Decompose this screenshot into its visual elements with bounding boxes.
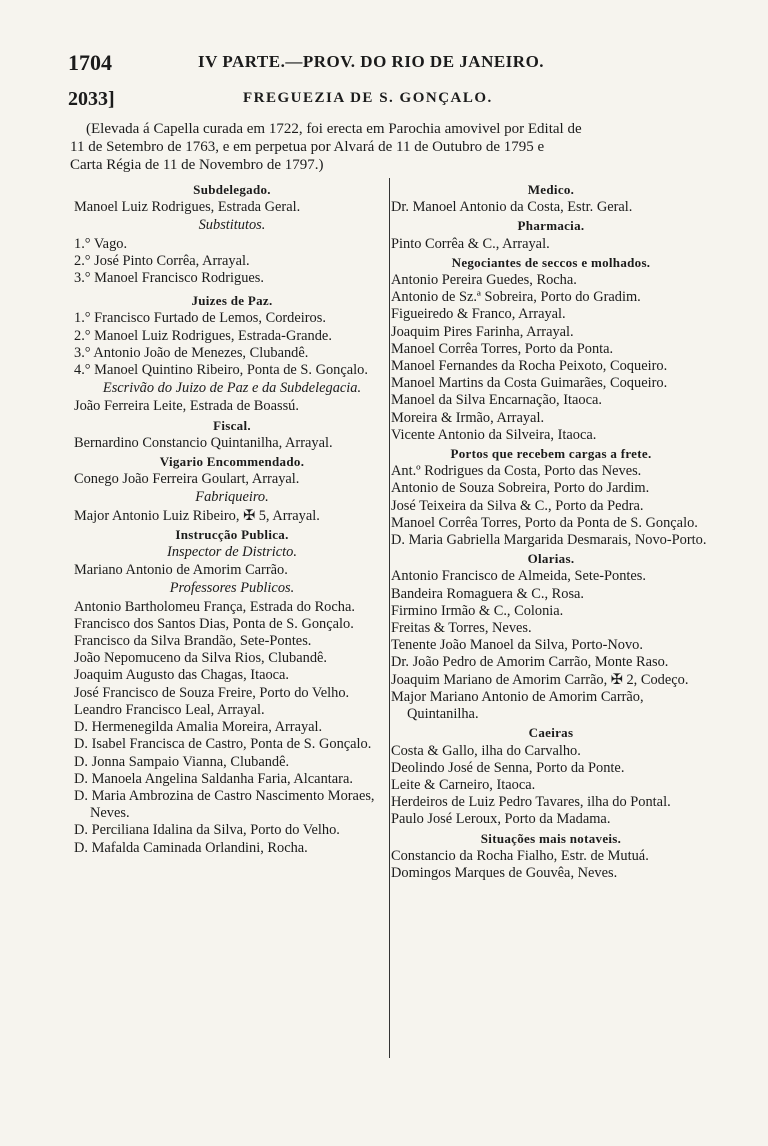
entry: D. Hermenegilda Amalia Moreira, Arrayal.	[74, 719, 323, 736]
entry: Francisco da Silva Brandão, Sete-Pontes.	[74, 633, 312, 650]
entry: Deolindo José de Senna, Porto da Ponte.	[391, 759, 625, 776]
parish-header	[68, 88, 708, 116]
entry: José Francisco de Souza Freire, Porto do Velho.	[74, 684, 350, 701]
entry: Mariano Antonio de Amorim Carrão.	[74, 562, 288, 579]
entry: Bernardino Constancio Quintanilha, Arrayal.	[74, 434, 333, 451]
entry: Manoel Fernandes da Rocha Peixoto, Coqueiro.	[391, 358, 668, 375]
entry: 1.° Vago.	[74, 235, 128, 252]
entry: 3.° Antonio João de Menezes, Clubandê.	[74, 344, 309, 361]
section-heading-fiscal: Fiscal.	[213, 417, 251, 433]
entry: D. Mafalda Caminada Orlandini, Rocha.	[74, 839, 308, 856]
parish-title: FREGUEZIA DE S. GONÇALO.	[243, 90, 493, 106]
entry: Francisco dos Santos Dias, Ponta de S. Gonçalo.	[74, 615, 354, 632]
entry: Leandro Francisco Leal, Arrayal.	[74, 701, 265, 718]
entry: Joaquim Augusto das Chagas, Itaoca.	[74, 667, 290, 684]
entry: Pinto Corrêa & C., Arrayal.	[391, 235, 550, 252]
entry: 2.° Manoel Luiz Rodrigues, Estrada-Grande.	[74, 327, 332, 344]
section-heading-olarias: Olarias.	[527, 551, 575, 567]
entry: D. Perciliana Idalina da Silva, Porto do Velho.	[74, 822, 340, 839]
entry: Antonio Pereira Guedes, Rocha.	[391, 272, 577, 289]
entry: Antonio de Sz.ª Sobreira, Porto do Gradim.	[391, 289, 641, 306]
entry: Figueiredo & Franco, Arrayal.	[391, 306, 566, 323]
entry: Joaquim Pires Farinha, Arrayal.	[391, 323, 574, 340]
intro-line: Carta Régia de 11 de Novembro de 1797.)	[70, 157, 324, 173]
intro-line: 11 de Setembro de 1763, e em perpetua por Alvará de 11 de Outubro de 1795 e	[70, 139, 545, 155]
section-heading-negociantes: Negociantes de seccos e molhados.	[451, 254, 651, 270]
entry: Manoel da Silva Encarnação, Itaoca.	[391, 392, 602, 409]
left-column	[74, 180, 390, 857]
entry: D. Jonna Sampaio Vianna, Clubandê.	[74, 753, 290, 770]
entry: 2.° José Pinto Corrêa, Arrayal.	[74, 252, 250, 269]
entry: Bandeira Romaguera & C., Rosa.	[391, 585, 585, 602]
section-subheading-escrivao: Escrivão do Juizo de Paz e da Subdelegacia.	[102, 380, 362, 397]
entry: João Nepomuceno da Silva Rios, Clubandê.	[74, 650, 327, 667]
entry: Tenente João Manoel da Silva, Porto-Novo.	[391, 637, 643, 654]
section-heading-portos: Portos que recebem cargas a frete.	[450, 446, 652, 462]
entry: Antonio Bartholomeu França, Estrada do Rocha.	[74, 598, 355, 615]
entry: Domingos Marques de Gouvêa, Neves.	[391, 864, 618, 881]
section-heading-medico: Medico.	[527, 182, 575, 197]
intro-line: (Elevada á Capella curada em 1722, foi erecta em Parochia amovivel por Edital de	[86, 121, 582, 137]
entry: Firmino Irmão & C., Colonia.	[391, 602, 564, 619]
section-heading-situacoes: Situações mais notaveis.	[480, 830, 622, 846]
entry: Dr. Manoel Antonio da Costa, Estr. Geral.	[391, 199, 633, 216]
entry: 3.° Manoel Francisco Rodrigues.	[74, 270, 265, 287]
section-heading-vigario: Vigario Encommendado.	[159, 454, 305, 470]
entry: João Ferreira Leite, Estrada de Boassú.	[74, 398, 299, 415]
entry: Leite & Carneiro, Itaoca.	[391, 776, 536, 793]
entry: Manoel Corrêa Torres, Porto da Ponta.	[391, 340, 614, 357]
entry: D. Manoela Angelina Saldanha Faria, Alcantara.	[74, 770, 353, 787]
entry: Ant.º Rodrigues da Costa, Porto das Neves.	[391, 463, 642, 480]
intro-paragraph	[70, 120, 710, 174]
page-number: 1704	[68, 50, 112, 75]
entry: Herdeiros de Luiz Pedro Tavares, ilha do Pontal.	[391, 794, 671, 811]
entry: Paulo José Leroux, Porto da Madama.	[391, 811, 611, 828]
item-number: 2033]	[68, 88, 115, 110]
section-heading-juizes: Juizes de Paz.	[191, 293, 273, 309]
entry: Manoel Luiz Rodrigues, Estrada Geral.	[74, 199, 301, 216]
entry: Manoel Corrêa Torres, Porto da Ponta de S. Gonçalo.	[391, 514, 698, 531]
entry: Constancio da Rocha Fialho, Estr. de Mutuá.	[391, 847, 649, 864]
entry: Freitas & Torres, Neves.	[391, 620, 532, 637]
section-subheading-substitutos: Substitutos.	[198, 217, 266, 234]
entry: José Teixeira da Silva & C., Porto da Pedra.	[391, 497, 644, 514]
section-heading-pharmacia: Pharmacia.	[517, 218, 585, 234]
section-heading-instrucao: Instrucção Publica.	[175, 526, 289, 542]
right-column	[391, 180, 711, 882]
page-header	[68, 50, 708, 80]
section-heading-subdelegado: Subdelegado.	[193, 182, 271, 197]
entry: Conego João Ferreira Goulart, Arrayal.	[74, 471, 300, 488]
entry: Vicente Antonio da Silveira, Itaoca.	[391, 426, 597, 443]
entry: Antonio de Souza Sobreira, Porto do Jardim.	[391, 480, 650, 497]
entry: 1.° Francisco Furtado de Lemos, Cordeiros.	[74, 310, 326, 327]
section-subheading-professores: Professores Publicos.	[169, 580, 295, 597]
entry: D. Maria Gabriella Margarida Desmarais, Novo-Porto.	[391, 532, 707, 549]
entry: Moreira & Irmão, Arrayal.	[391, 409, 545, 426]
section-subheading-inspector: Inspector de Districto.	[167, 544, 297, 561]
entry: Costa & Gallo, ilha do Carvalho.	[391, 742, 581, 759]
entry: D. Isabel Francisca de Castro, Ponta de S. Gonçalo.	[74, 736, 372, 753]
section-heading-caeiras: Caeiras	[528, 725, 574, 741]
entry: 4.° Manoel Quintino Ribeiro, Ponta de S. Gonçalo.	[74, 362, 368, 379]
entry: Dr. João Pedro de Amorim Carrão, Monte Raso.	[391, 654, 669, 671]
entry: Antonio Francisco de Almeida, Sete-Pontes.	[391, 568, 646, 585]
entry: Major Mariano Antonio de Amorim Carrão, Quintanilha.	[391, 688, 644, 723]
entry: D. Maria Ambrozina de Castro Nascimento Moraes, Neves.	[74, 787, 375, 822]
running-head: IV PARTE.—PROV. DO RIO DE JANEIRO.	[198, 52, 545, 71]
section-subheading-fabriqueiro: Fabriqueiro.	[195, 489, 269, 506]
entry: Joaquim Mariano de Amorim Carrão, ✠ 2, Codeço.	[391, 671, 689, 688]
entry: Major Antonio Luiz Ribeiro, ✠ 5, Arrayal.	[74, 507, 320, 524]
entry: Manoel Martins da Costa Guimarães, Coqueiro.	[391, 375, 668, 392]
